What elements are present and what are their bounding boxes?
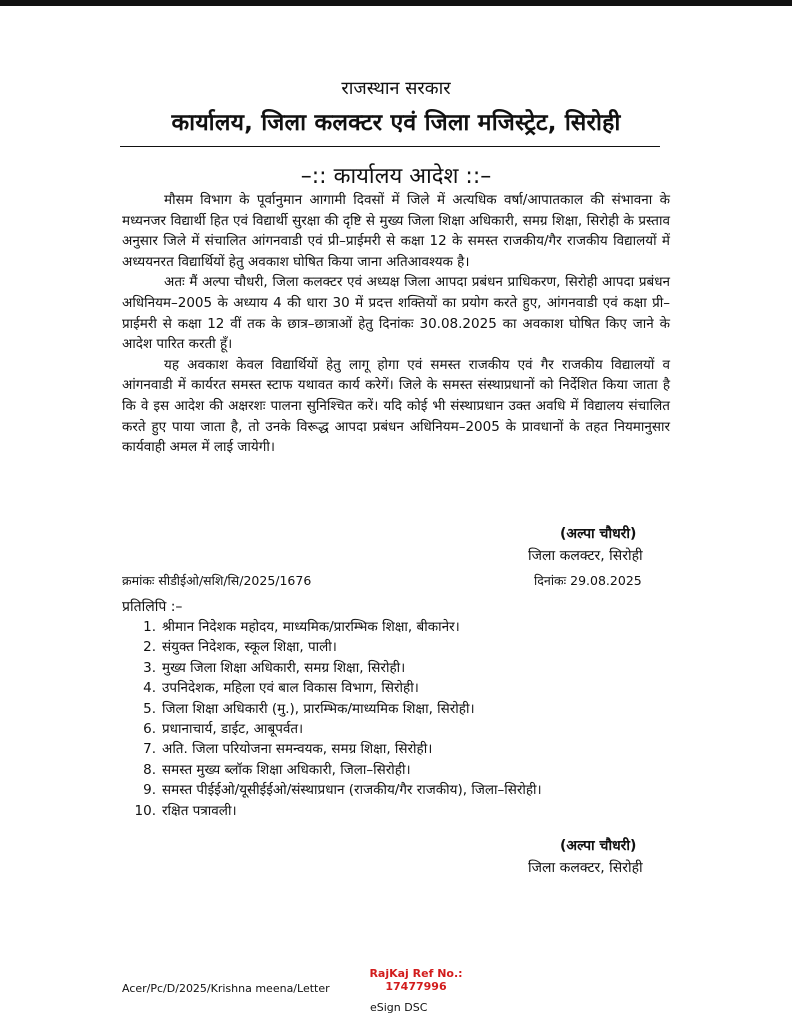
- rajkaj-label: RajKaj Ref No.:: [369, 967, 463, 980]
- esign-label: eSign DSC: [370, 1001, 428, 1014]
- list-item: 10. रक्षित पत्रावली।: [134, 802, 237, 819]
- file-reference: Acer/Pc/D/2025/Krishna meena/Letter: [122, 982, 330, 995]
- paragraph-2: अतः मैं अल्पा चौधरी, जिला कलक्टर एवं अध्यक्ष जिला आपदा प्रबंधन प्राधिकरण, सिरोही आपदा प्रबंधन अधिनियम–2005 के अध्याय 4 की धारा 30 में प्रदत्त शक्तियों का प्रयोग करते हुए, आंगनवाडी एवं कक्षा प्री–प्राईमरी से कक्षा 12 वीं तक के छात्र–छात्राओं हेतु दिनांकः 30.08.2025 का अवकाश घोषित किए जाने के आदेश पारित करती हूँ।: [122, 274, 670, 353]
- list-item: 5. जिला शिक्षा अधिकारी (मु.), प्रारम्भिक/माध्यमिक शिक्षा, सिरोही।: [143, 700, 475, 717]
- copy-heading: प्रतिलिपि :–: [122, 599, 183, 615]
- reference-line: [122, 572, 670, 589]
- copy-recipients-list: [122, 617, 542, 821]
- order-body: [122, 190, 670, 458]
- list-item: 7. अति. जिला परियोजना समन्वयक, समग्र शिक्षा, सिरोही।: [143, 741, 433, 758]
- government-name: राजस्थान सरकार: [341, 78, 451, 99]
- signatory-designation-2: जिला कलक्टर, सिरोही: [528, 860, 643, 876]
- order-date: दिनांकः 29.08.2025: [534, 573, 642, 588]
- order-title: –:: कार्यालय आदेश ::–: [300, 164, 492, 189]
- list-item: 8. समस्त मुख्य ब्लॉक शिक्षा अधिकारी, जिला–सिरोही।: [143, 761, 411, 778]
- list-item: 3. मुख्य जिला शिक्षा अधिकारी, समग्र शिक्षा, सिरोही।: [143, 659, 406, 676]
- rajkaj-number: 17477996: [385, 980, 447, 993]
- list-item: 2. संयुक्त निदेशक, स्कूल शिक्षा, पाली।: [143, 639, 337, 656]
- signatory-name-2: (अल्पा चौधरी): [560, 838, 637, 854]
- paragraph-1: मौसम विभाग के पूर्वानुमान आगामी दिवसों में जिले में अत्यधिक वर्षा/आपातकाल की संभावना के मध्यनजर विद्यार्थी हित एवं विद्यार्थी सुरक्षा की दृष्टि से मुख्य जिला शिक्षा अधिकारी, समग्र शिक्षा, सिरोही के प्रस्ताव अनुसार जिले में संचालित आंगनवाडी एवं प्री–प्राईमरी से कक्षा 12 के समस्त राजकीय/गैर राजकीय विद्यालयों में अध्ययनरत विद्यार्थियों हेतु अवकाश घोषित किया जाना अतिआवश्यक है।: [122, 192, 670, 270]
- signatory-designation: जिला कलक्टर, सिरोही: [528, 548, 643, 564]
- rajkaj-reference: [362, 967, 470, 993]
- list-item: 4. उपनिदेशक, महिला एवं बाल विकास विभाग, सिरोही।: [143, 680, 419, 697]
- list-item: 9. समस्त पीईईओ/यूसीईईओ/संस्थाप्रधान (राजकीय/गैर राजकीय), जिला–सिरोही।: [143, 782, 542, 799]
- reference-number: क्रमांकः सीडीईओ/सशि/सि/2025/1676: [122, 573, 312, 588]
- signatory-name: (अल्पा चौधरी): [560, 526, 637, 542]
- paragraph-3: यह अवकाश केवल विद्यार्थियों हेतु लागू होगा एवं समस्त राजकीय एवं गैर राजकीय विद्यालयों व आंगनवाडी में कार्यरत समस्त स्टाफ यथावत कार्य करेगें। जिले के समस्त संस्थाप्रधानों को निर्देशित किया जाता है कि वे इस आदेश की अक्षरशः पालना सुनिश्चित करें। यदि कोई भी संस्थाप्रधान उक्त अवधि में विद्यालय संचालित करते हुए पाया जाता है, तो उनके विरूद्ध आपदा प्रबंधन अधिनियम–2005 के प्रावधानों के तहत नियमानुसार कार्यवाही अमल में लाई जायेगी।: [122, 356, 670, 456]
- list-item: 1. श्रीमान निदेशक महोदय, माध्यमिक/प्रारम्भिक शिक्षा, बीकानेर।: [143, 619, 460, 635]
- header-divider: [120, 146, 660, 147]
- list-item: 6. प्रधानाचार्य, डाईट, आबूपर्वत।: [143, 720, 304, 737]
- office-heading: कार्यालय, जिला कलक्टर एवं जिला मजिस्ट्रेट, सिरोही: [171, 110, 621, 136]
